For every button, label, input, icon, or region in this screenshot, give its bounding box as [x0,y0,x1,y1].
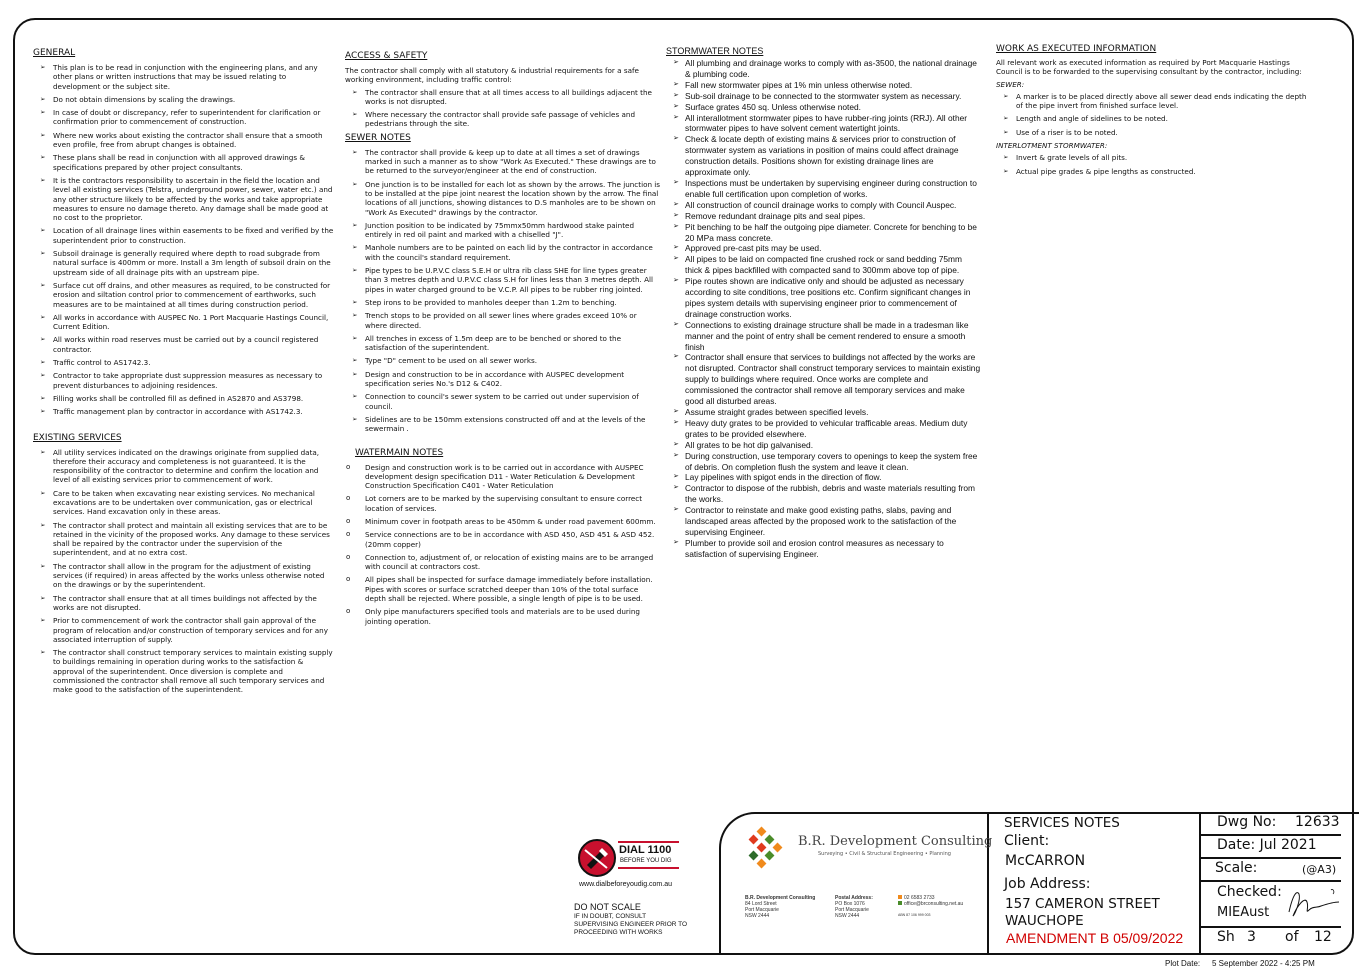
list-item: ➢ Inspections must be undertaken by supervising engineer during construction to enable full certification upon completion of works. [666,178,981,200]
list-item: ➢ Pipe types to be U.P.V.C class S.E.H or ultra rib class SHE for line types greater than 3 metres depth and U.P.V.C class S.H for lines less than 3 metres depth. All pipes in water charged ground to be V.C.P. All pipes to be rubber ring jointed. [345,266,661,294]
company-tagline: Surveying • Civil & Structural Engineering • Planning [818,851,951,857]
office-address-line3: NSW 2444 [745,913,770,919]
list-item: ➢ All construction of council drainage works to comply with Council Auspec. [666,200,981,211]
do-not-scale-text: DO NOT SCALE [574,902,641,912]
logo-square-6 [749,851,759,861]
stormwater-heading: STORMWATER NOTES [666,46,764,56]
postal-address-line2: Port Macquarie [835,907,869,913]
list-item: ➢ All works in accordance with AUSPEC No. 1 Port Macquarie Hastings Council, Current Edition. [33,313,335,332]
office-address [745,895,815,919]
list-item: ➢ This plan is to be read in conjunction with the engineering plans, and any other plans or written instructions that may be issued relating to development or the subject site. [33,63,335,91]
list-item: ➢ Contractor to take appropriate dust suppression measures as necessary to prevent disturbances to adjoining residences. [33,371,335,390]
list-item: ➢ A marker is to be placed directly above all sewer dead ends indicating the depth of the pipe invert from finished surface level. [996,92,1311,111]
list-item: ➢ Fall new stormwater pipes at 1% min unless otherwise noted. [666,80,981,91]
list-item: ➢ It is the contractors responsibility to ascertain in the field the location and level all existing services (Telstra, underground power, sewer, water etc.) and any other structure likely to be affected by the works and take appropriate measures to ensure no damage thereto. Any damage shall be made good at no cost to the proprietor. [33,176,335,222]
office-address-line1: 84 Lord Street [745,901,777,907]
dial-1100-text: DIAL 1100 [619,844,672,856]
company-logo [744,826,784,866]
postal-address-line1: PO Box 1076 [835,901,865,907]
existing-services-heading: EXISTING SERVICES [33,432,122,443]
list-item: ➢ Connection to council's sewer system to be carried out under supervision of council. [345,392,661,411]
logo-square-3 [765,835,775,845]
list-item: o Minimum cover in footpath areas to be 450mm & under road pavement 600mm. [345,517,661,526]
job-address-label: Job Address: [1004,876,1091,892]
stormwater-column [666,46,981,562]
list-item: ➢ All works within road reserves must be carried out by a council registered contractor. [33,335,335,354]
list-item: ➢ The contractor shall construct temporary services to maintain existing supply to buildings remaining in operation during works to the satisfaction & approval of the superintendent. Once diversion is complete and commissioned the contractor shall remove all such temporary services and make good to the satisfaction of the superintendent. [33,648,335,694]
list-item: ➢ All utility services indicated on the drawings originate from supplied data, therefore their accuracy and completeness is not guaranteed. It is the responsibility of the contractor to determine and confirm the location and level of all existing services prior to commencement of work. [33,448,335,485]
dial-before-you-dig-logo [577,838,687,878]
list-item: ➢ Prior to commencement of work the contractor shall gain approval of the program of relocation and/or construction of temporary services and for any associated interruption of supply. [33,616,335,644]
list-item: ➢ The contractor shall ensure that at all times buildings not affected by the works are not disrupted. [33,594,335,613]
list-item: ➢ Where necessary the contractor shall provide safe passage of vehicles and pedestrians through the site. [345,110,661,129]
list-item: ➢ Surface cut off drains, and other measures as required, to be constructed for erosion and siltation control prior to commencement of earthworks, such measures are to be maintained at all times during construction period. [33,281,335,309]
list-item: ➢ All plumbing and drainage works to comply with as-3500, the national drainage & plumbing code. [666,58,981,80]
stormwater-list [666,58,981,560]
list-item: ➢ Type "D" cement to be used on all sewer works. [345,356,661,365]
job-address-line2: WAUCHOPE [1005,913,1084,929]
sheet-label: Sh [1217,929,1235,945]
list-item: ➢ Plumber to provide soil and erosion control measures as necessary to satisfaction of supervising Engineer. [666,538,981,560]
list-item: o Service connections are to be in accordance with ASD 450, ASD 451 & ASD 452. (20mm copper) [345,530,661,549]
list-item: o All pipes shall be inspected for surface damage immediately before installation. Pipes with scores or surface scratched deeper than 10% of the total surface depth shall be rejected. Where possible, a single length of pipe is to be used. [345,575,661,603]
list-item: ➢ Check & locate depth of existing mains & services prior to construction of stormwater system as variations in position of mains could affect drainage construction details. Positions shown for existing drainage lines are approximate only. [666,134,981,178]
tb-rule-1 [1199,834,1341,836]
before-you-dig-text: BEFORE YOU DIG [620,858,672,864]
dwg-label: Dwg No: [1217,814,1277,830]
amendment-text: AMENDMENT B 05/09/2022 [1006,930,1184,946]
access-heading: ACCESS & SAFETY [345,51,428,61]
list-item: ➢ All grates to be hot dip galvanised. [666,440,981,451]
email-line [898,901,963,907]
access-list [345,88,661,129]
list-item: ➢ Subsoil drainage is generally required where depth to road subgrade from natural surface is 400mm or more. Install a 3m length of subsoil drain on the upstream side of all drainage pits with an upstream pipe. [33,249,335,277]
list-item: ➢ Use of a riser is to be noted. [996,128,1311,137]
list-item: ➢ Design and construction to be in accordance with AUSPEC development specification series No.'s D12 & C402. [345,370,661,389]
list-item: ➢ Traffic control to AS1742.3. [33,358,335,367]
list-item: ➢ Junction position to be indicated by 75mmx50mm hardwood stake painted entirely in red oil paint and marked with a chiselled "J". [345,221,661,240]
list-item: ➢ Invert & grate levels of all pits. [996,153,1311,162]
list-item: ➢ Contractor to dispose of the rubbish, debris and waste materials resulting from the works. [666,483,981,505]
general-heading: GENERAL [33,48,76,58]
email-address: office@brconsulting.net.au [904,901,964,907]
contact-details [898,895,963,918]
sheet-of-label: of [1285,929,1299,945]
list-item: ➢ Step irons to be provided to manholes deeper than 1.2m to benching. [345,298,661,307]
list-item: ➢ Remove redundant drainage pits and seal pipes. [666,211,981,222]
scale-value: (@A3) [1302,863,1337,876]
list-item: ➢ All interallotment stormwater pipes to have rubber-ring joints (RRJ). All other stormwater pipes to have solvent cement watertight joints. [666,113,981,135]
list-item: ➢ Lay pipelines with spigot ends in the direction of flow. [666,472,981,483]
existing-services-list [33,448,335,695]
general-notes-column [33,48,335,699]
list-item: ➢ Length and angle of sidelines to be noted. [996,114,1311,123]
scale-label: Scale: [1215,860,1258,876]
list-item: ➢ Contractor shall ensure that services to buildings not affected by the works are not disrupted. Contractor shall construct temporary services to maintain existing supply to buildings where required. Once works are complete and commissioned the contractor shall remove all temporary services and make good all disturbed areas. [666,352,981,407]
tb-rule-4 [1199,926,1341,928]
list-item: ➢ One junction is to be installed for each lot as shown by the arrows. The junction is to be installed at the pipe joint nearest the location shown by the arrow. The final locations of all junctions, showing distances to D.S manholes are to be shown on "Work As Executed" drawings by the contractor. [345,180,661,217]
logo-square-2 [749,835,759,845]
access-intro: The contractor shall comply with all statutory & industrial requirements for a safe working environment, including traffic control: [345,66,639,85]
list-item: ➢ Approved pre-cast pits may be used. [666,243,981,254]
sheet-number: 3 [1247,929,1256,945]
list-item: ➢ Location of all drainage lines within easements to be fixed and verified by the superintendent prior to construction. [33,226,335,245]
sewer-list [345,148,661,434]
office-address-title: B.R. Development Consulting [745,895,816,901]
list-item: ➢ The contractor shall ensure that at all times access to all buildings adjacent the works is not disrupted. [345,88,661,107]
sewer-heading: SEWER NOTES [345,132,411,143]
wae-sewer-list [996,92,1311,137]
signature-image [1283,884,1343,924]
list-item: ➢ These plans shall be read in conjunction with all approved drawings & specifications prepared by other project consultants. [33,153,335,172]
list-item: o Lot corners are to be marked by the supervising consultant to ensure correct location of services. [345,494,661,513]
wae-sewer-label: SEWER: [996,79,1025,89]
postal-address-line3: NSW 2444 [835,913,860,919]
list-item: ➢ Surface grates 450 sq. Unless otherwise noted. [666,102,981,113]
plot-date-label: Plot Date: [1165,959,1201,968]
general-list [33,63,335,417]
tb-rule-2 [1199,857,1341,859]
consult-engineer-text: IF IN DOUBT, CONSULT SUPERVISING ENGINEER PRIOR TO PROCEEDING WITH WORKS [574,913,688,936]
dial-shovel-icon [577,838,617,878]
list-item: ➢ Do not obtain dimensions by scaling the drawings. [33,95,335,104]
sheet-total: 12 [1314,929,1332,945]
logo-square-4 [757,843,767,853]
job-address-line1: 157 CAMERON STREET [1005,896,1160,912]
list-item: ➢ Pipe routes shown are indicative only and should be adjusted as necessary according to site conditions, tree positions etc. Confirm significant changes in pipes system details with supervising engineer prior to commencement of drainage construction works. [666,276,981,320]
checked-label: Checked: [1217,884,1282,900]
list-item: ➢ Sidelines are to be 150mm extensions constructed off and at the levels of the sewermain . [345,415,661,434]
watermain-heading: WATERMAIN NOTES [355,447,444,458]
phone-icon [898,895,902,899]
plot-date-value: 5 September 2022 - 4:25 PM [1212,959,1315,968]
list-item: ➢ In case of doubt or discrepancy, refer to superintendent for clarification or confirmation prior to commencement of construction. [33,108,335,127]
postal-address [835,895,873,919]
list-item: ➢ Heavy duty grates to be provided to vehicular trafficable areas. Medium duty grates to be provided elsewhere. [666,418,981,440]
client-name: McCARRON [1005,853,1086,869]
wae-storm-list [996,153,1311,176]
list-item: ➢ The contractor shall allow in the program for the adjustment of existing services (if required) in areas affected by the works unless otherwise noted on the drawings or by the superintendent. [33,562,335,590]
list-item: ➢ Assume straight grades between specified levels. [666,407,981,418]
wae-intro: All relevant work as executed information as required by Port Macquarie Hastings Council is to be forwarded to the supervising consultant by the contractor, including: [996,58,1302,77]
office-address-line2: Port Macquarie [745,907,779,913]
list-item: ➢ Actual pipe grades & pipe lengths as constructed. [996,167,1311,176]
list-item: o Connection to, adjustment of, or relocation of existing mains are to be arranged with council at contractors cost. [345,553,661,572]
abn-number: ABN 87 106 999 003 [898,913,931,917]
list-item: ➢ Traffic management plan by contractor in accordance with AS1742.3. [33,407,335,416]
logo-square-7 [765,851,775,861]
list-item: ➢ Filling works shall be controlled fill as defined in AS2870 and AS3798. [33,394,335,403]
list-item: ➢ All trenches in excess of 1.5m deep are to be benched or shored to the satisfaction of the superintendent. [345,334,661,353]
email-icon [898,901,902,905]
list-item: ➢ Connections to existing drainage structure shall be made in a tradesman like manner and the point of entry shall be cement rendered to ensure a smooth finish [666,320,981,353]
list-item: ➢ Where new works about existing the contractor shall ensure that a smooth even profile, free from abrupt changes is obtained. [33,131,335,150]
list-item: ➢ All pipes to be laid on compacted fine crushed rock or sand bedding 75mm thick & pipes backfilled with compacted sand to 300mm above top of pipe. [666,254,981,276]
wae-heading: WORK AS EXECUTED INFORMATION [996,44,1157,54]
list-item: ➢ Sub-soil drainage to be connected to the stormwater system as necessary. [666,91,981,102]
list-item: ➢ The contractor shall provide & keep up to date at all times a set of drawings marked in such a manner as to show "Work As Executed." These drawings are to be returned to the surveyor/engineer at the end of construction. [345,148,661,176]
postal-address-title: Postal Address: [835,895,873,901]
client-label: Client: [1004,833,1050,849]
logo-square-5 [773,843,783,853]
list-item: ➢ The contractor shall protect and maintain all existing services that are to be retained in the vicinity of the proposed works. Any damage to these services shall be repaired by the contractor under the supervision of the superintendent, and at no extra cost. [33,521,335,558]
company-name: B.R. Development Consulting [798,834,993,849]
list-item: ➢ Trench stops to be provided on all sewer lines where grades exceed 10% or where directed. [345,311,661,330]
list-item: ➢ Contractor to reinstate and make good existing paths, slabs, paving and landscaped areas affected by the proposed work to the satisfaction of the supervising Engineer. [666,505,981,538]
work-as-executed-column [996,44,1311,180]
list-item: ➢ Pit benching to be half the outgoing pipe diameter. Concrete for benching to be 20 MPa mass concrete. [666,222,981,244]
phone-number: 02 6583 2733 [904,895,935,901]
list-item: o Design and construction work is to be carried out in accordance with AUSPEC development design specification D11 - Water Reticulation & Development Construction Specification C401 - Water Reticulation [345,463,661,491]
drawing-date: Date: Jul 2021 [1217,837,1317,853]
access-sewer-water-column [345,51,661,630]
list-item: ➢ Manhole numbers are to be painted on each lid by the contractor in accordance with the council's standard requirement. [345,243,661,262]
logo-square-1 [757,827,767,837]
watermain-list [345,463,661,626]
dial-url: www.dialbeforeyoudig.com.au [579,881,672,888]
checked-by: MIEAust [1217,905,1270,920]
sheet-title: SERVICES NOTES [1004,815,1120,831]
list-item: o Only pipe manufacturers specified tools and materials are to be used during jointing operation. [345,607,661,626]
list-item: ➢ During construction, use temporary covers to openings to keep the system free of debris. On completion flush the system and leave it clean. [666,451,981,473]
tb-rule-3 [1199,880,1341,882]
list-item: ➢ Care to be taken when excavating near existing services. No mechanical excavations are to be undertaken over communication, gas or electrical services. Hand excavation only in these areas. [33,489,335,517]
wae-storm-label: INTERLOTMENT STORMWATER: [996,141,1108,151]
dwg-number: 12633 [1295,814,1340,830]
